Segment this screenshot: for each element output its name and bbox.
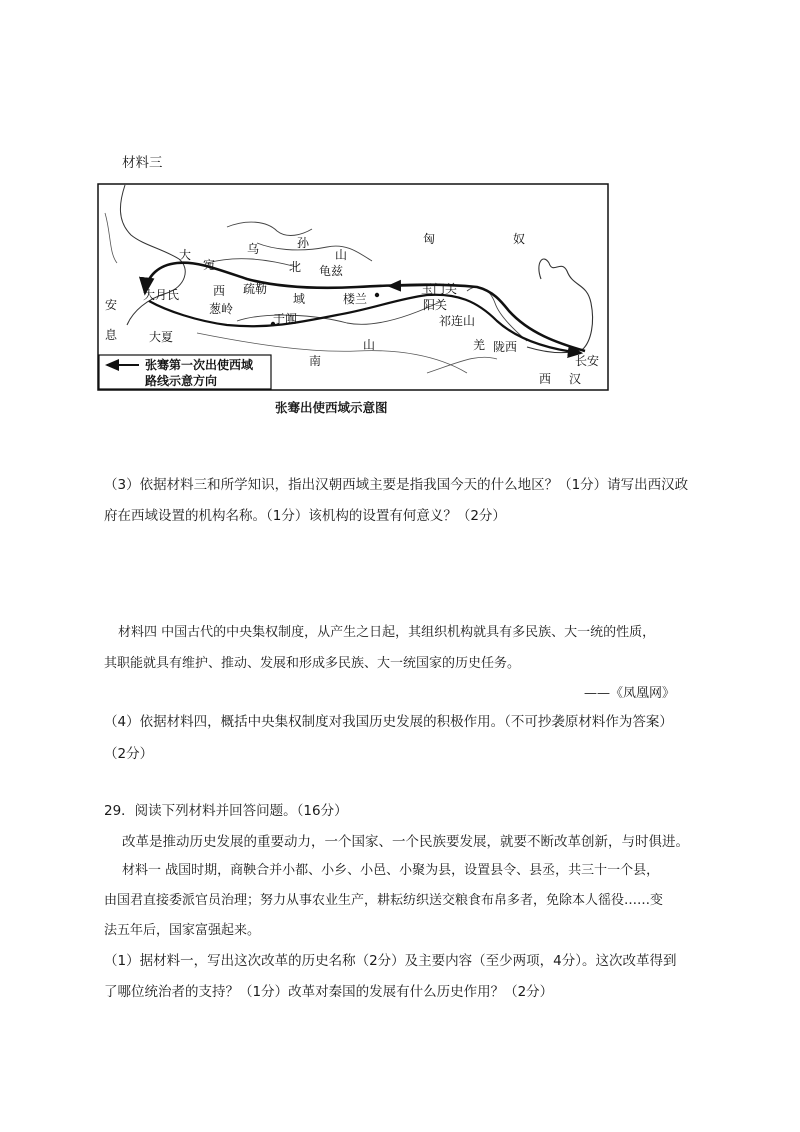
map-label-xi2: 息: [105, 328, 118, 342]
map-label-yu: 域: [293, 292, 306, 306]
map-label-shan-2: 山: [363, 338, 376, 352]
map-label-shule: 疏勒: [243, 282, 268, 296]
map-label-bei: 北: [289, 260, 302, 274]
q4-line2: （2分）: [104, 746, 154, 762]
map-label-dayuan-1: 大: [179, 248, 192, 262]
q29-material1-line3: 法五年后，国家富强起来。: [104, 923, 261, 938]
map-label-sun: 孙: [297, 236, 310, 250]
map-legend-line2: 路线示意方向: [145, 374, 218, 388]
map-label-yumenguan: 玉门关: [421, 282, 458, 296]
q29-title: 29．阅读下列材料并回答问题。（16分）: [104, 803, 348, 819]
material4-source: ——《凤凰网》: [584, 686, 676, 701]
map-label-yuezhi: 大月氏: [143, 288, 180, 302]
map-label-qiang: 羌: [473, 338, 486, 352]
q29-material1-line1: 材料一 战国时期，商鞅合并小都、小乡、小邑、小聚为县，设置县令、县丞，共三十一个县，: [122, 863, 660, 878]
map-label-daxia: 大夏: [149, 330, 174, 344]
map-label-shan-1: 山: [335, 248, 348, 262]
map-label-congling: 葱岭: [209, 302, 234, 316]
q29-q1-line2: 了哪位统治者的支持？（1分）改革对秦国的发展有什么历史作用？（2分）: [104, 984, 554, 1000]
map-label-xiongnu-2: 奴: [513, 232, 526, 246]
map-label-xi: 西: [213, 284, 226, 298]
q3-line2: 府在西域设置的机构名称。（1分）该机构的设置有何意义？（2分）: [104, 508, 506, 524]
q4-line1: （4）依据材料四，概括中央集权制度对我国历史发展的积极作用。（不可抄袭原材料作为答案）: [104, 714, 673, 730]
map-label-an: 安: [105, 298, 118, 312]
map-legend-line1: 张骞第一次出使西域: [145, 358, 254, 372]
q29-q1-line1: （1）据材料一，写出这次改革的历史名称（2分）及主要内容（至少两项，4分）。这次改革得到: [104, 953, 677, 969]
map-label-nan: 南: [309, 354, 322, 368]
q29-material1-line2: 由国君直接委派官员治理；努力从事农业生产，耕耘纺织送交粮食布帛多者，免除本人徭役……变: [104, 893, 664, 908]
map-label-changan: 长安: [575, 354, 600, 368]
map-label-wu: 乌: [247, 242, 260, 256]
zhang-qian-route-map: [97, 183, 609, 391]
map-caption: 张骞出使西域示意图: [275, 400, 388, 415]
q3-line1: （3）依据材料三和所学知识，指出汉朝西域主要是指我国今天的什么地区？（1分）请写出西汉政: [104, 477, 689, 493]
map-label-qilianshan: 祁连山: [439, 314, 476, 328]
map-label-dayuan-2: 宛: [203, 258, 216, 272]
material4-line2: 其职能就具有维护、推动、发展和形成多民族、大一统国家的历史任务。: [104, 656, 521, 671]
map-label-yutian: 于阗: [273, 312, 298, 326]
map-label-yangguan: 阳关: [423, 298, 448, 312]
q29-intro: 改革是推动历史发展的重要动力，一个国家、一个民族要发展，就要不断改革创新，与时俱进。: [122, 834, 689, 850]
material3-heading: 材料三: [122, 155, 163, 171]
map-label-loulan: 楼兰: [343, 292, 368, 306]
map-label-xihan-2: 汉: [569, 372, 582, 386]
map-label-qiuci: 龟兹: [319, 264, 344, 278]
map-label-xiongnu-1: 匈: [423, 232, 436, 246]
map-label-longxi: 陇西: [493, 340, 518, 354]
material4-line1: 材料四 中国古代的中央集权制度，从产生之日起，其组织机构就具有多民族、大一统的性质，: [118, 625, 656, 640]
map-label-xihan-1: 西: [539, 372, 552, 386]
